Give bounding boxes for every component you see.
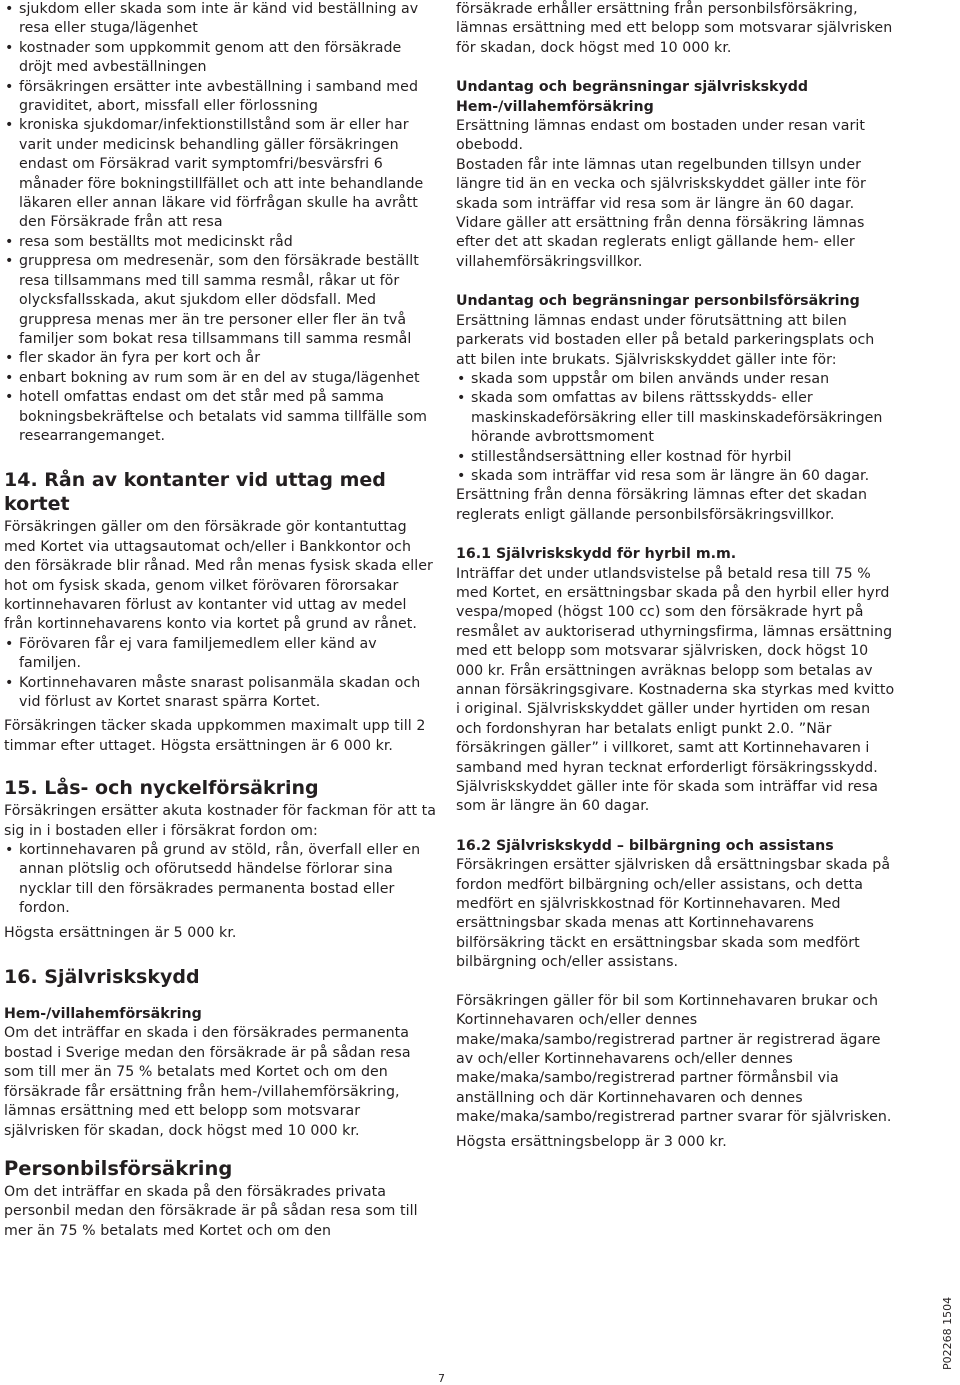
- section-16-2-paragraph-2: Försäkringen gäller för bil som Kortinnehavaren brukar och Kortinnehavaren och/eller dennes make/maka/sambo/registrerad partner är registrerad ägare av och/eller Kortinnehavarens och/eller dennes make/maka/sambo/registrerad partner förmånsbil via anställning och där Kortinnehavaren och dennes make/maka/sambo/registrerad partner svarar för självrisken.: [456, 992, 892, 1126]
- section-14-paragraph: Försäkringen gäller om den försäkrade gör kontantuttag med Kortet via uttagsautomat och/eller i Bankkontor och den försäkrade blir rånad. Med rån menas fysisk skada eller hot om fysisk skada, genom vilket förövaren förorsakar kortinnehavaren förlust av kontanter vid uttag av medel från kortinnehavarens konto via kortet på grund av rånet.: [4, 519, 433, 633]
- list-item: • gruppresa om medresenär, som den försäkrade beställt resa tillsammans med till samma resmål, råkar ut för olycksfallsskada, akut sjukdom eller dödsfall. Med gruppresa menas mer än tre personer eller fler än två familjer som bokat resa tillsammans till samma resmål: [4, 252, 436, 349]
- section-15-heading: 15. Lås- och nyckelförsäkring: [4, 777, 319, 800]
- undantag-sjalvrisk-heading: Undantag och begränsningar självriskskydd: [456, 79, 809, 96]
- personbil-paragraph: Om det inträffar en skada på den försäkrades privata personbil medan den försäkrade är på sådan resa som till mer än 75 % betalats med Kortet och om den: [4, 1183, 418, 1239]
- list-item: • försäkringen ersätter inte avbeställning i samband med graviditet, abort, missfall eller förlossning: [4, 78, 436, 117]
- personbil-paragraph-1: Ersättning lämnas endast under förutsättning att bilen parkerats vid bostaden eller på betald parkeringsplats och att bilen inte brukats. Självriskskyddet gäller inte för:: [456, 312, 875, 368]
- page-number: 7: [438, 1372, 445, 1385]
- left-column: [4, 0, 436, 1241]
- hem-villahem-heading: Hem-/villahemförsäkring: [4, 1006, 202, 1023]
- list-item: • resa som beställts mot medicinskt råd: [4, 233, 436, 252]
- right-column: [456, 0, 896, 1152]
- section-16-2-paragraph: Försäkringen ersätter självrisken då ersättningsbar skada på fordon medfört bilbärgning och/eller assistans, och detta medfört en självriskkostnad för Kortinnehavaren. Med ersättningsbar skada menas att Kortinnehavarens bilförsäkring täckt en ersättningsbar skada som medfört bilbärgning och/eller assistans.: [456, 857, 891, 971]
- list-item: • skada som inträffar vid resa som är längre än 60 dagar.: [456, 467, 896, 486]
- list-item: • sjukdom eller skada som inte är känd vid beställning av resa eller stuga/lägenhet: [4, 0, 436, 39]
- section-15-list: [4, 841, 436, 919]
- section-16-1-paragraph: Inträffar det under utlandsvistelse på betald resa till 75 % med Kortet, en ersättningsbar skada på den hyrbil eller hyrd vespa/moped (högst 100 cc) som den försäkrade hyrt på resmålet av auktoriserad uthyrningsfirma, lämnas ersättning med ett belopp som motsvarar självrisken, dock högst 10 000 kr. Från ersättningen avräknas belopp som betalas av annan försäkringsgivare. Kostnaderna ska styrkas med kvitto i original. Självriskskyddet gäller under hyrtiden om resan och fordonshyran har betalats enligt punkt 2.0. ”När försäkringen gäller” i villkoret, samt att Kortinnehavaren i samband med hyran tecknat erforderligt försäkringsskydd.: [456, 565, 895, 776]
- hem-paragraph-3: Vidare gäller att ersättning från denna försäkring lämnas efter det att skadan reglerats enligt gällande hem- eller villahemförsäkringsvillkor.: [456, 215, 865, 270]
- list-item: • skada som omfattas av bilens rättsskydds- eller maskinskadeförsäkring eller till maskinskadeförsäkringen hörande avbrottsmoment: [456, 389, 896, 447]
- section-14-list: [4, 635, 436, 713]
- section-16-2-heading: 16.2 Självriskskydd – bilbärgning och assistans: [456, 837, 834, 854]
- hem-paragraph-1: Ersättning lämnas endast om bostaden under resan varit obebodd.: [456, 118, 865, 154]
- undantag-personbil-heading: Undantag och begränsningar personbilsförsäkring: [456, 293, 860, 310]
- hem-villahem-subheading: Hem-/villahemförsäkring: [456, 98, 654, 115]
- section-15-paragraph: Försäkringen ersätter akuta kostnader för fackman för att ta sig in i bostaden eller i försäkrat fordon om:: [4, 803, 436, 839]
- list-item: • Förövaren får ej vara familjemedlem eller känd av familjen.: [4, 635, 436, 674]
- list-item: • fler skador än fyra per kort och år: [4, 349, 436, 368]
- exclusions-list: [4, 0, 436, 446]
- section-16-2-paragraph-3: Högsta ersättningsbelopp är 3 000 kr.: [456, 1133, 727, 1150]
- list-item: • kortinnehavaren på grund av stöld, rån, överfall eller en annan plötslig och oförutsedd händelse förlorar sina nycklar till den försäkrades permanenta bostad eller fordon.: [4, 841, 436, 919]
- hem-paragraph-2: Bostaden får inte lämnas utan regelbunden tillsyn under längre tid än en vecka och självriskskyddet gäller inte för skada som inträffar vid resa som är längre än 60 dagar.: [456, 156, 866, 212]
- list-item: • stilleståndsersättning eller kostnad för hyrbil: [456, 448, 896, 467]
- spacer: [456, 973, 896, 992]
- list-item: • kroniska sjukdomar/infektionstillstånd som är eller har varit under medicinsk behandling gäller försäkringen endast om Försäkrad varit symptomfri/besvärsfri 6 månader före bokningstillfället och att inte behandlande läkaren eller annan läkare vid förfrågan skulle ha avrått den Försäkrade från att resa: [4, 116, 436, 232]
- section-16-heading: 16. Självriskskydd: [4, 966, 200, 989]
- section-15-paragraph-2: Högsta ersättningen är 5 000 kr.: [4, 924, 237, 941]
- document-code: P02268 1504: [941, 1296, 954, 1370]
- continuation-paragraph: försäkrade erhåller ersättning från personbilsförsäkring, lämnas ersättning med ett belopp som motsvarar självrisken för skadan, dock högst med 10 000 kr.: [456, 1, 893, 56]
- list-item: • skada som uppstår om bilen används under resan: [456, 370, 896, 389]
- list-item: • kostnader som uppkommit genom att den försäkrade dröjt med avbeställningen: [4, 39, 436, 78]
- section-14-heading: 14. Rån av kontanter vid uttag med kortet: [4, 469, 386, 516]
- section-16-1-paragraph-2: Självriskskyddet gäller inte för skada som inträffar vid resa som är längre än 60 dagar.: [456, 779, 879, 815]
- list-item: • Kortinnehavaren måste snarast polisanmäla skadan och vid förlust av Kortet snarast spärra Kortet.: [4, 674, 436, 713]
- personbil-exclusions-list: [456, 370, 896, 486]
- hem-villahem-paragraph: Om det inträffar en skada i den försäkrades permanenta bostad i Sverige medan den försäkrade är på sådan resa som till mer än 75 % betalats med Kortet och om den försäkrade får ersättning från hem-/villahemförsäkring, lämnas ersättning med ett belopp som motsvarar självrisken för skadan, dock högst med 10 000 kr.: [4, 1025, 411, 1139]
- personbil-paragraph-2: Ersättning från denna försäkring lämnas efter det skadan reglerats enligt gällande personbilsförsäkringsvillkor.: [456, 487, 867, 523]
- list-item: • hotell omfattas endast om det står med på samma bokningsbekräftelse och betalats vid samma tillfälle som researrangemanget.: [4, 388, 436, 446]
- section-14-paragraph-2: Försäkringen täcker skada uppkommen maximalt upp till 2 timmar efter uttaget. Högsta ersättningen är 6 000 kr.: [4, 718, 426, 754]
- personbil-heading: Personbilsförsäkring: [4, 1156, 233, 1180]
- section-16-1-heading: 16.1 Självriskskydd för hyrbil m.m.: [456, 546, 737, 563]
- list-item: • enbart bokning av rum som är en del av stuga/lägenhet: [4, 369, 436, 388]
